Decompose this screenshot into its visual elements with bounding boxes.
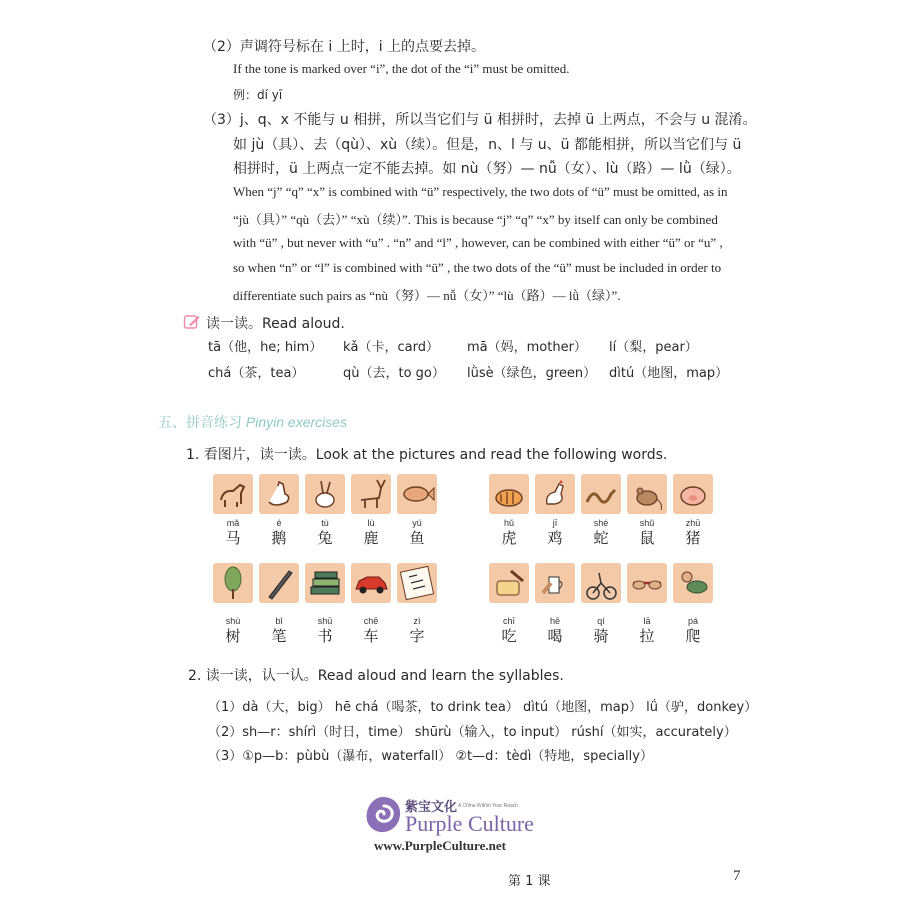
pinyin-label: shù <box>225 616 241 626</box>
drink-picture <box>535 563 575 603</box>
exercise2-line3: （3）①p—b：pùbù（瀑布，waterfall） ②t—d：tèdì（特地，specially） <box>208 749 653 764</box>
pinyin-label: zhū <box>685 518 701 528</box>
goose-picture <box>259 474 299 514</box>
rule3-zh-line2: 如 jù（具）、去（qù）、xù（续）。但是，n、l 与 u、ü 都能相拼，所以当它们与 ü <box>233 137 742 153</box>
pinyin-label: yú <box>412 518 422 528</box>
rule3-en-line2: “jù（具）” “qù（去）” “xù（续）”. This is because “j” “q” “x” by itself can only be combined <box>233 212 718 227</box>
pinyin-label: qí <box>597 616 605 626</box>
section-title-en: Pinyin exercises <box>245 414 348 430</box>
hanzi-label: 马 <box>225 529 241 547</box>
tiger-picture <box>489 474 529 514</box>
pinyin-label: chē <box>363 616 379 626</box>
hanzi-label: 鹅 <box>271 529 287 547</box>
hanzi-label: 车 <box>363 627 379 645</box>
watermark-zh: 紫宝文化 <box>405 800 458 815</box>
crawl-picture <box>673 563 713 603</box>
car-picture <box>351 563 391 603</box>
pinyin-label: chī <box>502 616 515 626</box>
read-aloud-word: qù（去，to go） <box>343 366 445 381</box>
rule2-en: If the tone is marked over “i”, the dot of the “i” must be omitted. <box>233 61 570 76</box>
rule3-en-line4: so when “n” or “l” is combined with “ü” , the two dots of the “ü” must be included in order to <box>233 260 722 275</box>
hanzi-label: 骑 <box>593 627 609 645</box>
read-aloud-word: lǜsè（绿色，green） <box>467 366 597 381</box>
pinyin-label: shū <box>317 616 333 626</box>
watermark-brand: Purple Culture <box>405 811 534 836</box>
hanzi-label: 字 <box>409 627 425 645</box>
ride-picture <box>581 563 621 603</box>
rule3-en-line3: with “ü” , but never with “u” . “n” and “l” , however, can be combined with either “ü” or “u” , <box>233 235 723 250</box>
hanzi-label: 鸡 <box>547 529 563 547</box>
hanzi-label: 书 <box>317 627 333 645</box>
pinyin-label: zì <box>413 616 421 626</box>
rule3-en-line1: When “j” “q” “x” is combined with “ü” respectively, the two dots of “ü” must be omitted, as in <box>233 184 728 199</box>
pinyin-label: tù <box>321 518 329 528</box>
read-aloud-word: lí（梨，pear） <box>609 340 698 355</box>
exercise2-title: 2. 读一读，认一认。Read aloud and learn the syllables. <box>188 668 564 684</box>
rule2-zh: （2）声调符号标在 i 上时，i 上的点要去掉。 <box>203 39 486 55</box>
pinyin-label: é <box>276 518 282 528</box>
hanzi-label: 鼠 <box>639 529 655 547</box>
page-number: 7 <box>733 868 741 884</box>
lesson-label: 第 1 课 <box>508 874 551 889</box>
exercise2-line1: （1）dà（大，big） hē chá（喝茶，to drink tea） dìtú（地图，map） lǘ（驴，donkey） <box>208 700 758 715</box>
read-aloud-word: mā（妈，mother） <box>467 340 587 355</box>
hanzi-label: 蛇 <box>593 529 609 547</box>
exercise2-line2: （2）sh—r：shírì（时日，time） shūrù（输入，to input） rúshí（如实，accurately） <box>208 725 737 740</box>
hanzi-label: 喝 <box>547 627 563 645</box>
pinyin-label: lù <box>367 518 375 528</box>
deer-picture <box>351 474 391 514</box>
pinyin-label: bǐ <box>275 616 283 626</box>
watermark-tagline: A China Within Your Reach <box>458 803 519 809</box>
hanzi-label: 树 <box>225 627 241 645</box>
books-picture <box>305 563 345 603</box>
pen-picture <box>259 563 299 603</box>
pig-picture <box>673 474 713 514</box>
pencil-icon <box>183 313 201 331</box>
read-aloud-word: dìtú（地图，map） <box>609 366 729 381</box>
rule3-zh-line3: 相拼时，ü 上两点一定不能去掉。如 nù（努）— nǚ（女）、lù（路）— lǜ（绿）。 <box>233 161 741 177</box>
hanzi-label: 虎 <box>501 529 517 547</box>
pinyin-label: pá <box>687 616 698 626</box>
hanzi-label: 鱼 <box>409 529 425 547</box>
pinyin-label: lā <box>643 616 651 626</box>
rooster-picture <box>535 474 575 514</box>
mouse-picture <box>627 474 667 514</box>
hanzi-label: 爬 <box>685 627 701 645</box>
exercise1-title: 1. 看图片，读一读。Look at the pictures and read the following words. <box>186 447 668 463</box>
tree-picture <box>213 563 253 603</box>
read-aloud-word: chá（茶，tea） <box>208 366 305 381</box>
horse-picture <box>213 474 253 514</box>
pinyin-label: hē <box>549 616 560 626</box>
pinyin-label: hǔ <box>503 518 514 528</box>
rule2-example: 例：dí yī <box>233 88 283 102</box>
section-title <box>158 412 347 432</box>
section-title-zh: 五、拼音练习 <box>158 414 246 430</box>
read-aloud-word: tā（他，he; him） <box>208 340 323 355</box>
read-aloud-title: 读一读。Read aloud. <box>206 316 345 332</box>
pinyin-label: shé <box>593 518 609 528</box>
hanzi-label: 猪 <box>685 529 701 547</box>
pull-picture <box>627 563 667 603</box>
watermark-url: www.PurpleCulture.net <box>374 838 506 853</box>
rule3-en-line5: differentiate such pairs as “nù（努）— nǚ（女）” “lù（路）— lǜ（绿）”. <box>233 288 621 303</box>
read-aloud-word: kǎ（卡，card） <box>343 340 439 355</box>
hanzi-label: 笔 <box>271 627 287 645</box>
pinyin-label: jī <box>552 518 558 528</box>
hanzi-label: 吃 <box>501 627 517 645</box>
fish-picture <box>397 474 437 514</box>
hanzi-label: 鹿 <box>363 529 379 547</box>
purple-culture-logo-icon <box>362 794 404 836</box>
eat-picture <box>489 563 529 603</box>
pinyin-label: shǔ <box>639 518 655 528</box>
snake-picture <box>581 474 621 514</box>
pinyin-label: mǎ <box>226 518 240 528</box>
hanzi-label: 拉 <box>639 627 655 645</box>
characters-picture <box>397 563 437 603</box>
rule3-zh-line1: （3）j、q、x 不能与 u 相拼，所以当它们与 ü 相拼时，去掉 ü 上两点，不会与 u 混淆。 <box>203 112 757 128</box>
rabbit-picture <box>305 474 345 514</box>
hanzi-label: 兔 <box>317 529 333 547</box>
